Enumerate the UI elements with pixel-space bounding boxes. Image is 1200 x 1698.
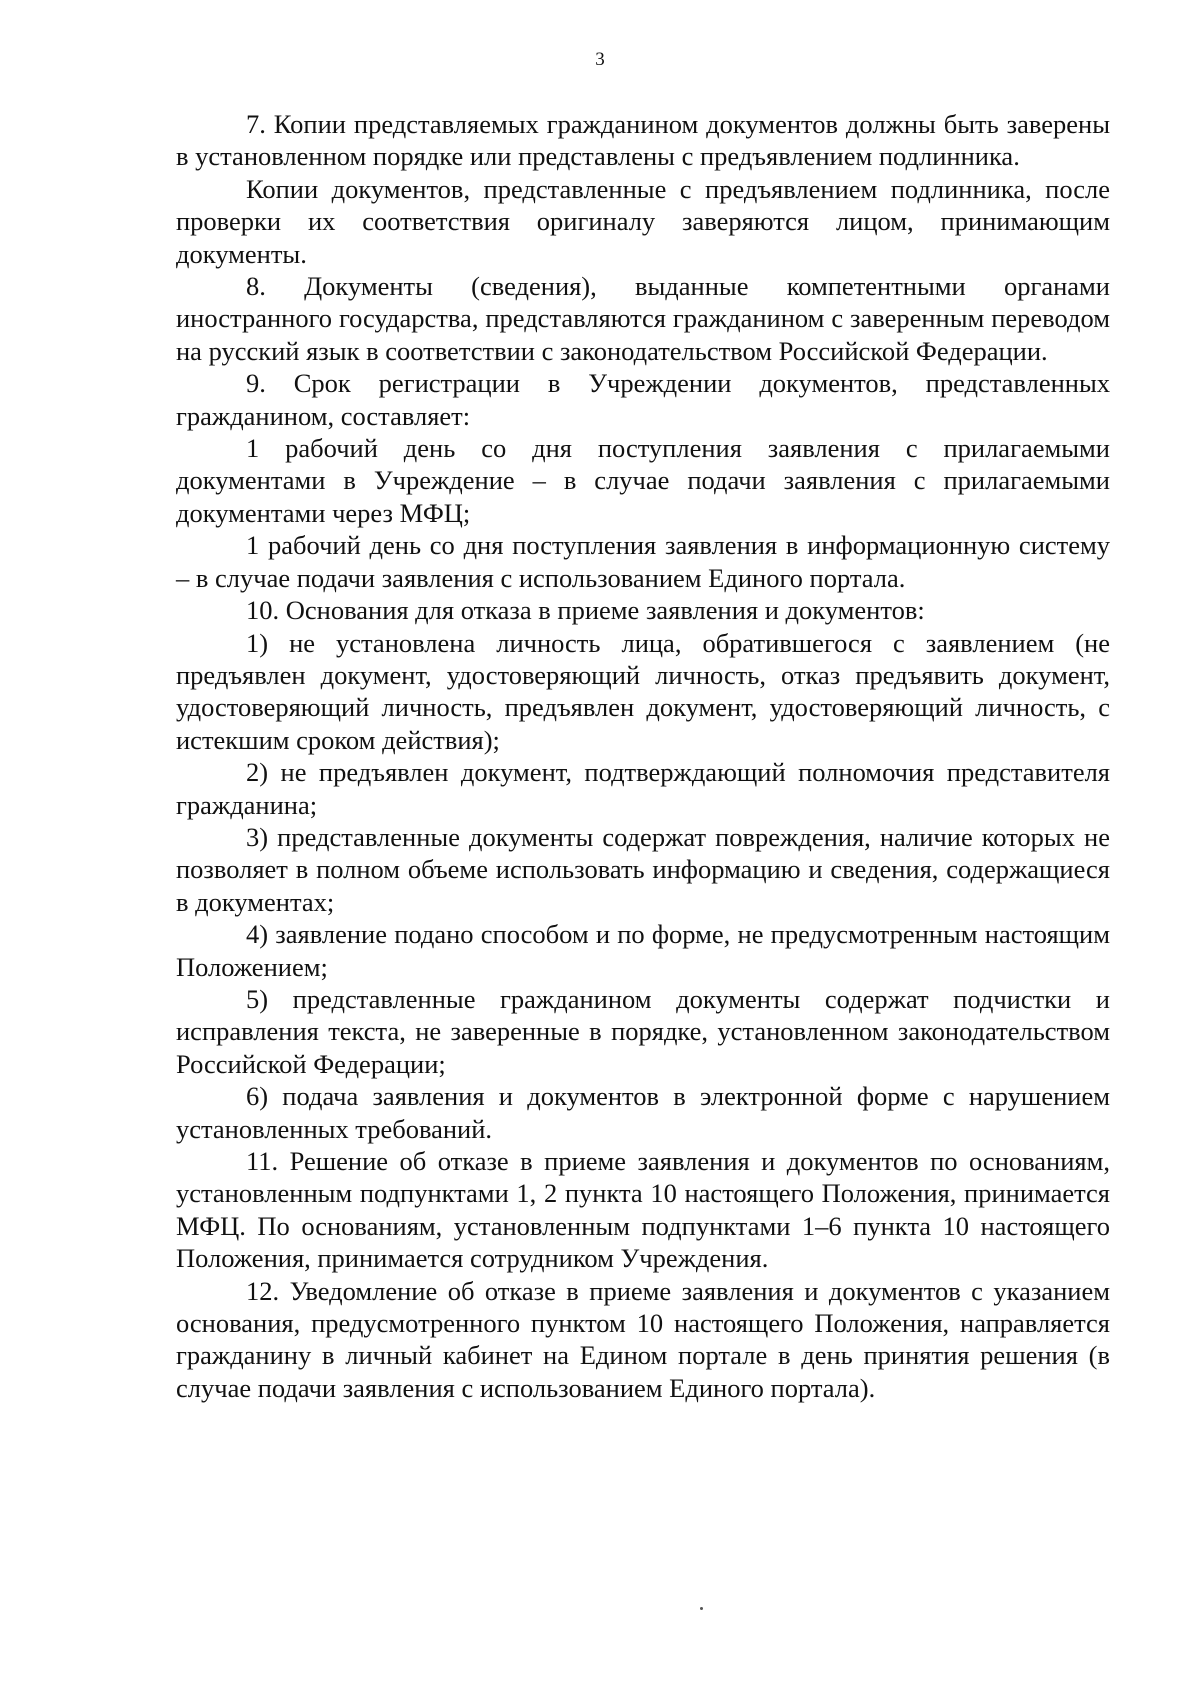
paragraph-9-portal: 1 рабочий день со дня поступления заявления в информационную систему – в случае подачи заявления с использованием Единого портала. <box>176 530 1110 593</box>
paragraph-7: 7. Копии представляемых гражданином документов должны быть заверены в установленном порядке или представлены с предъявлением подлинника. <box>176 109 1110 172</box>
paragraph-10-item-1: 1) не установлена личность лица, обратившегося с заявлением (не предъявлен документ, удостоверяющий личность, отказ предъявить документ, удостоверяющий личность, предъявлен документ, удостоверяющий личность, с истекшим сроком действия); <box>176 627 1110 755</box>
paragraph-9: 9. Срок регистрации в Учреждении документов, представленных гражданином, составляет: <box>176 368 1110 431</box>
document-body <box>176 108 1110 1404</box>
paragraph-10-item-2: 2) не предъявлен документ, подтверждающий полномочия представителя гражданина; <box>176 757 1110 820</box>
paragraph-10-item-5: 5) представленные гражданином документы содержат подчистки и исправления текста, не заверенные в порядке, установленном законодательством Российской Федерации; <box>176 983 1110 1079</box>
paragraph-10: 10. Основания для отказа в приеме заявления и документов: <box>246 595 925 626</box>
paragraph-8: 8. Документы (сведения), выданные компетентными органами иностранного государства, представляются гражданином с заверенным переводом на русский язык в соответствии с законодательством Российской Федерации. <box>176 271 1110 366</box>
paragraph-9-mfc: 1 рабочий день со дня поступления заявления с прилагаемыми документами в Учреждение – в случае подачи заявления с прилагаемыми документами через МФЦ; <box>176 433 1110 528</box>
paragraph-10-item-3: 3) представленные документы содержат повреждения, наличие которых не позволяет в полном объеме использовать информацию и сведения, содержащиеся в документах; <box>176 821 1110 917</box>
paragraph-10-item-4: 4) заявление подано способом и по форме, не предусмотренным настоящим Положением; <box>176 919 1110 982</box>
paragraph-10-item-6: 6) подача заявления и документов в электронной форме с нарушением установленных требований. <box>176 1081 1110 1144</box>
paragraph-12: 12. Уведомление об отказе в приеме заявления и документов с указанием основания, предусмотренного пунктом 10 настоящего Положения, направляется гражданину в личный кабинет на Едином портале в день принятия решения (в случае подачи заявления с использованием Единого портала). <box>176 1275 1110 1403</box>
scan-speck <box>700 1607 703 1610</box>
paragraph-11: 11. Решение об отказе в приеме заявления и документов по основаниям, установленным подпунктами 1, 2 пункта 10 настоящего Положения, принимается МФЦ. По основаниям, установленным подпунктами 1–6 пункта 10 настоящего Положения, принимается сотрудником Учреждения. <box>176 1146 1110 1274</box>
page-number: 3 <box>595 49 605 70</box>
paragraph-7-copies: Копии документов, представленные с предъявлением подлинника, после проверки их соответствия оригиналу заверяются лицом, принимающим документы. <box>176 173 1110 269</box>
